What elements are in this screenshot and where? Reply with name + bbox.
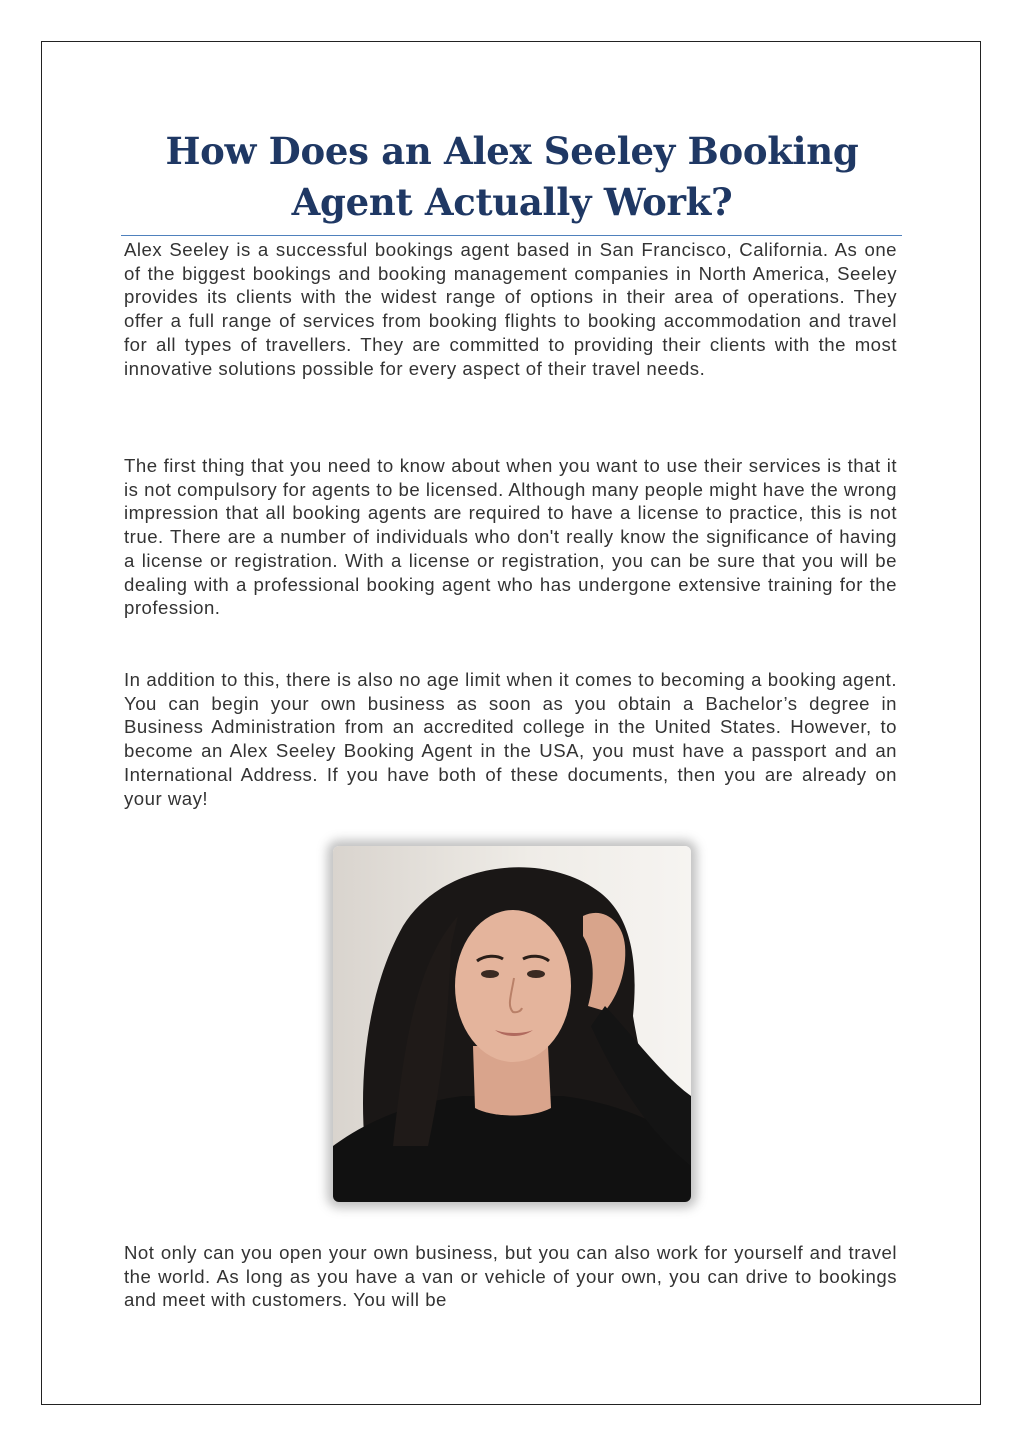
paragraph-intro: Alex Seeley is a successful bookings agent based in San Francisco, California. As one of the biggest bookings and booking management companies in North America, Seeley provides its clients with the widest range of options in their area of operations. They offer a full range of services from booking flights to booking accommodation and travel for all types of travellers. They are committed to providing their clients with the most innovative solutions possible for every aspect of their travel needs. <box>124 239 897 379</box>
paragraph-requirements: In addition to this, there is also no age limit when it comes to becoming a booking agent. You can begin your own business as soon as you obtain a Bachelor’s degree in Business Administration from an accredited college in the United States. However, to become an Alex Seeley Booking Agent in the USA, you must have a passport and an International Address. If you have both of these documents, then you are already on your way! <box>124 669 897 809</box>
article-title: How Does an Alex Seeley Booking Agent Actually Work? <box>165 129 859 224</box>
paragraph-licensing: The first thing that you need to know about when you want to use their services is that it is not compulsory for agents to be licensed. Although many people might have the wrong impression that all booking agents are required to have a license to practice, this is not true. There are a number of individuals who don't really know the significance of having a license or registration. With a license or registration, you can be sure that you will be dealing with a professional booking agent who has undergone extensive training for the profession. <box>124 455 897 619</box>
title-underline <box>121 235 902 236</box>
portrait-photo <box>333 846 691 1202</box>
portrait-illustration <box>333 846 691 1202</box>
paragraph-travel: Not only can you open your own business, but you can also work for yourself and travel the world. As long as you have a van or vehicle of your own, you can drive to bookings and meet with customers. You will be <box>124 1242 897 1311</box>
